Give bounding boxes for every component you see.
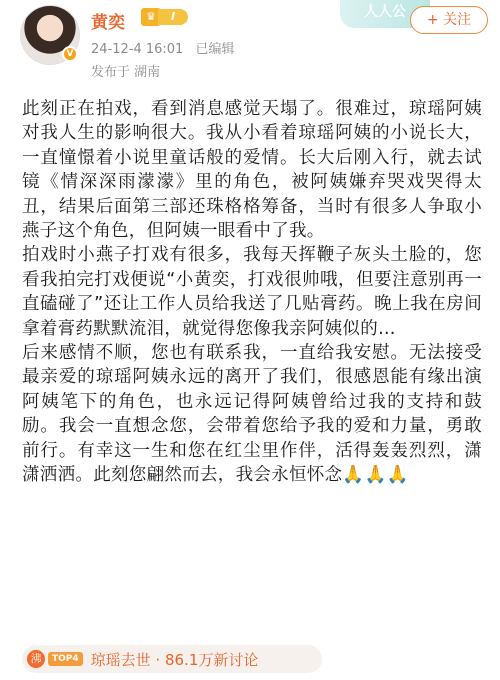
trending-topic-link[interactable]: 琼瑶去世 · 86.1万新讨论 bbox=[90, 650, 259, 669]
crown-icon: ♛ bbox=[141, 8, 161, 26]
trending-topic-bar[interactable] bbox=[22, 645, 322, 673]
post-paragraph: 此刻正在拍戏，看到消息感觉天塌了。很难过，琼瑶阿姨对我人生的影响很大。我从小看着琼瑶阿姨的小说长大，一直憧憬着小说里童话般的爱情。长大后刚入行，就去试镜《情深深雨濛濛》里的角色，被阿姨嫌弃哭戏哭得太丑，结果后面第三部还珠格格筹备，当时有很多人争取小燕子这个角色，但阿姨一眼看中了我。 bbox=[22, 99, 482, 242]
rank-badge: TOP4 bbox=[48, 652, 83, 666]
follow-button[interactable]: + 关注 bbox=[410, 6, 488, 34]
post-meta bbox=[91, 38, 243, 57]
post-date: 24-12-4 16:01 bbox=[91, 42, 184, 57]
post-location: 发布于 湖南 bbox=[91, 65, 161, 80]
decorative-banner: 人人公 bbox=[340, 0, 430, 28]
post-paragraph-text: 后来感情不顺，您也有联系我，一直给我安慰。无法接受最亲爱的琼瑶阿姨永远的离开了我们，很感恩能有缘出演阿姨笔下的角色，也永远记得阿姨曾给过我的支持和鼓励。我会一直想念您，会带着您给予我的爱和力量，勇敢前行。有幸这一生和您在红尘里作伴，活得轰轰烈烈，潇潇洒洒。此刻您翩然而去，我会永恒怀念 bbox=[22, 343, 482, 486]
username[interactable]: 黄奕 bbox=[91, 13, 125, 33]
pray-emoji-icon: 🙏🙏🙏 bbox=[342, 465, 409, 486]
hot-icon: 沸 bbox=[27, 650, 45, 668]
post-paragraph: 拍戏时小燕子打戏有很多，我每天挥鞭子灰头土脸的，您看我拍完打戏便说“小黄奕，打戏很帅哦，但要注意别再一直磕碰了”还让工作人员给我送了几贴膏药。晚上我在房间拿着膏药默默流泪，就觉得您像我亲阿姨似的… bbox=[22, 245, 482, 339]
post-header bbox=[0, 0, 500, 90]
level-badge[interactable]: I bbox=[158, 9, 188, 25]
post-paragraph bbox=[22, 341, 482, 487]
verified-badge-icon: V bbox=[62, 46, 78, 62]
post-body bbox=[22, 97, 482, 488]
edited-label[interactable]: 已编辑 bbox=[195, 42, 235, 57]
